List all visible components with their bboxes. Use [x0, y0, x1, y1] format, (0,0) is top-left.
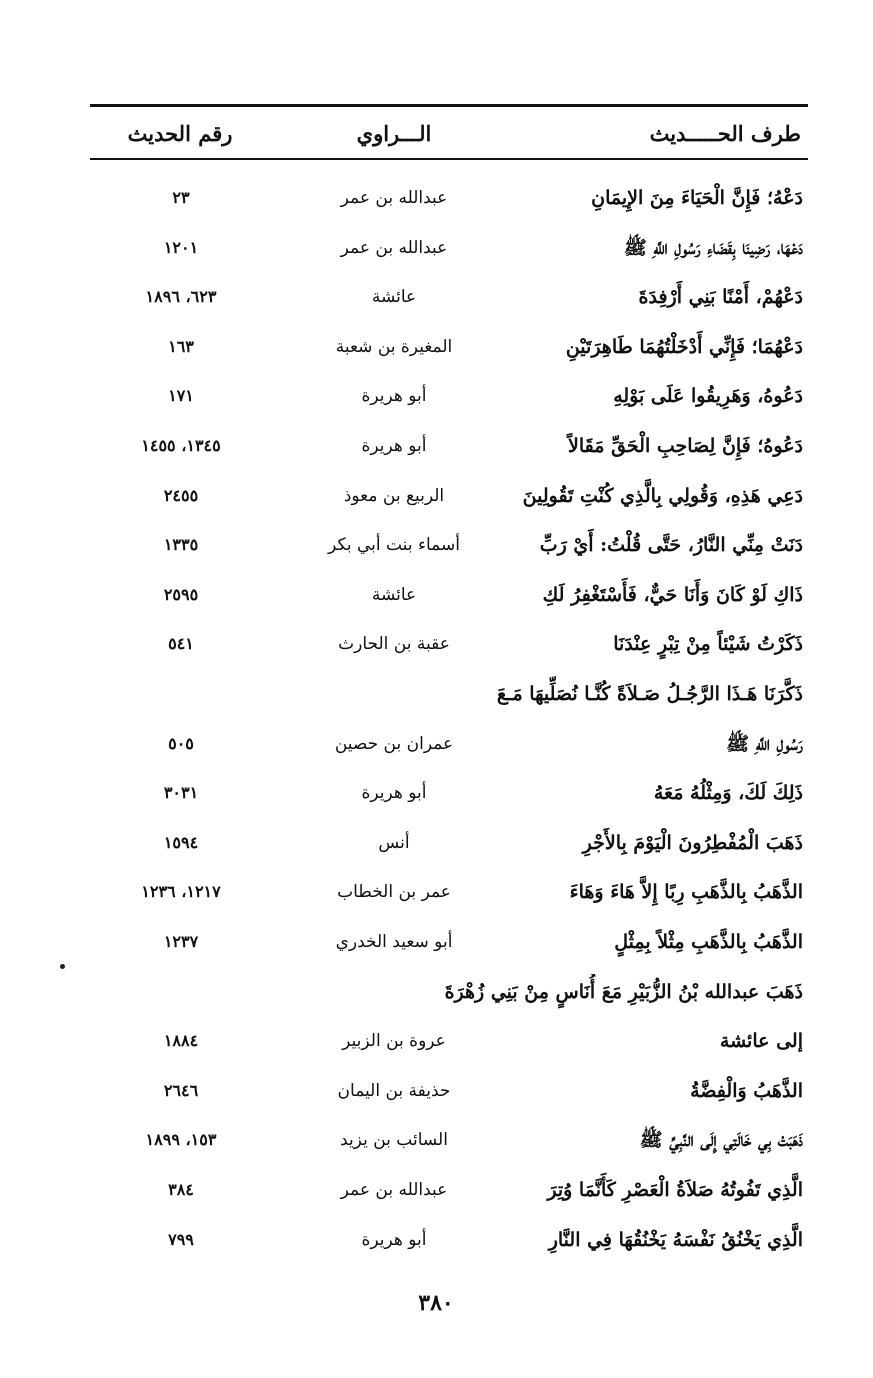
narrator-name: عبدالله بن عمر: [340, 1180, 448, 1200]
hadith-text: الَّذِي يَخْنُقُ نَفْسَهُ يَخْنُقُهَا فِي النَّارِ: [548, 1229, 803, 1251]
hadith-text: ذَهَبَتْ بِي خَالَتِي إِلَى النَّبِيِّ ﷺ: [639, 1129, 803, 1151]
table-row: [0, 726, 873, 762]
hadith-text: ذَكَّرَنَا هَـذَا الرَّجُـلُ صَـلاَةً كُنَّـا نُصَلِّيهَا مَـعَ: [496, 683, 803, 705]
hadith-text: دَعْهُ؛ فَإِنَّ الْحَيَاءَ مِنَ الإِيمَانِ: [591, 187, 803, 209]
table-row: [0, 1122, 873, 1158]
table-row: [0, 230, 873, 266]
table-row: [0, 428, 873, 464]
hadith-text: الذَّهَبُ بِالذَّهَبِ رِبًا إِلاَّ هَاءَ وَهَاءَ: [569, 881, 803, 903]
hadith-number: [96, 676, 266, 712]
hadith-text: دَعْهَا، رَضِينَا بِقَضَاءِ رَسُولِ اللَّهِ ﷺ: [623, 237, 803, 259]
hadith-number: ١٢٣٧: [163, 932, 199, 951]
hadith-number: [96, 974, 266, 1010]
hadith-number: ١٨٨٤: [163, 1031, 199, 1050]
table-top-rule: [90, 104, 808, 107]
narrator-name: أسماء بنت أبي بكر: [328, 535, 460, 555]
narrator-name: عمران بن حصين: [334, 734, 454, 754]
narrator-name: عائشة: [371, 287, 417, 307]
table-row: [0, 676, 873, 712]
narrator-name: عمر بن الخطاب: [337, 882, 451, 902]
table-row: [0, 378, 873, 414]
table-row: [0, 1222, 873, 1258]
hadith-text: الذَّهَبُ بِالذَّهَبِ مِثْلاً بِمِثْلٍ: [614, 931, 803, 953]
hadith-text: دَعُوهُ؛ فَإِنَّ لِصَاحِبِ الْحَقِّ مَقَالاً: [568, 435, 803, 457]
narrator-name: عبدالله بن عمر: [340, 188, 448, 208]
hadith-number: ١٧١: [168, 386, 194, 405]
hadith-number: ٢٦٤٦: [163, 1081, 199, 1100]
narrator-name: الربيع بن معوذ: [343, 486, 445, 506]
table-row: [0, 775, 873, 811]
table-row: [0, 1172, 873, 1208]
narrator-name: أبو هريرة: [361, 783, 427, 803]
hadith-number: ٢٥٩٥: [163, 585, 199, 604]
narrator-name: أبو هريرة: [361, 1230, 427, 1250]
hadith-number: ١٥٣، ١٨٩٩: [145, 1130, 217, 1149]
hadith-text: دَنَتْ مِنِّي النَّارُ، حَتَّى قُلْتُ: أَيْ رَبِّ: [539, 534, 803, 556]
column-header-number: رقم الحديث: [127, 121, 233, 146]
hadith-number: ١٦٣: [168, 337, 194, 356]
hadith-text: ذَهَبَ الْمُفْطِرُونَ الْيَوْمَ بِالأَجْرِ: [582, 832, 803, 854]
table-row: [0, 279, 873, 315]
hadith-text: الذَّهَبُ وَالْفِضَّةُ: [690, 1080, 803, 1102]
hadith-number: ٥٠٥: [168, 734, 194, 753]
narrator-name: أبو هريرة: [361, 386, 427, 406]
hadith-number: ١٢١٧، ١٢٣٦: [141, 882, 221, 901]
table-row: [0, 527, 873, 563]
hadith-number: ٣٨٤: [168, 1180, 194, 1199]
narrator-name: أبو سعيد الخدري: [335, 932, 453, 952]
table-row: [0, 626, 873, 662]
table-row: [0, 974, 873, 1010]
hadith-text: دَعِي هَذِهِ، وَقُولِي بِالَّذِي كُنْتِ تَقُولِينَ: [522, 485, 803, 507]
hadith-text: إلى عائشة: [719, 1030, 803, 1052]
hadith-number: ٥٤١: [168, 634, 194, 653]
hadith-text: رَسُولِ اللَّهِ ﷺ: [726, 733, 803, 755]
narrator-name: عقبة بن الحارث: [338, 634, 450, 654]
hadith-number: ١٥٩٤: [163, 833, 199, 852]
hadith-number: ٢٤٥٥: [163, 486, 199, 505]
column-header-narrator: الـــراوي: [356, 121, 432, 146]
hadith-number: ١٣٤٥، ١٤٥٥: [141, 436, 221, 455]
hadith-number: ٦٢٣، ١٨٩٦: [145, 287, 217, 306]
table-row: [0, 924, 873, 960]
hadith-text: الَّذِي تَفُوتُهُ صَلاَةُ الْعَصْرِ كَأَنَّمَا وُتِرَ: [547, 1179, 803, 1201]
table-row: [0, 1073, 873, 1109]
hadith-number: ٢٣: [172, 188, 190, 207]
hadith-number: ٧٩٩: [168, 1230, 194, 1249]
table-row: [0, 478, 873, 514]
narrator-name: أبو هريرة: [361, 436, 427, 456]
hadith-number: ٣٠٣١: [163, 783, 199, 802]
column-header-hadith: طرف الحـــــديث: [649, 121, 801, 146]
hadith-text: دَعُوهُ، وَهَرِيقُوا عَلَى بَوْلِهِ: [613, 385, 803, 407]
table-row: [0, 1023, 873, 1059]
hadith-number: ١٢٠١: [163, 238, 199, 257]
hadith-text: ذَاكِ لَوْ كَانَ وَأَنَا حَيٌّ، فَأَسْتَغْفِرُ لَكِ: [542, 584, 803, 606]
narrator-name: أنس: [378, 833, 410, 853]
print-speck: [60, 964, 65, 969]
table-row: [0, 329, 873, 365]
narrator-name: السائب بن يزيد: [340, 1130, 448, 1150]
table-row: [0, 825, 873, 861]
hadith-text: دَعْهُمَا؛ فَإِنِّي أَدْخَلْتُهُمَا طَاهِرَتَيْنِ: [565, 336, 803, 358]
page-number: ٣٨٠: [418, 1290, 454, 1316]
hadith-text: ذَلِكَ لَكَ، وَمِثْلُهُ مَعَهُ: [653, 782, 803, 804]
hadith-text: ذَكَرْتُ شَيْئاً مِنْ تِبْرٍ عِنْدَنَا: [613, 633, 803, 655]
table-row: [0, 874, 873, 910]
hadith-text: دَعْهُمْ، أَمْنًا بَنِي أَرْفِدَةَ: [638, 286, 803, 308]
narrator-name: عروة بن الزبير: [342, 1031, 446, 1051]
narrator-name: المغيرة بن شعبة: [335, 337, 453, 357]
header-bottom-rule: [90, 158, 808, 160]
hadith-number: ١٣٣٥: [163, 535, 199, 554]
narrator-name: حذيفة بن اليمان: [337, 1081, 451, 1101]
narrator-name: عائشة: [371, 585, 417, 605]
narrator-name: [284, 974, 504, 1010]
table-row: [0, 180, 873, 216]
table-row: [0, 577, 873, 613]
hadith-text: ذَهَبَ عبدالله بْنُ الزُّبَيْرِ مَعَ أُنَاسٍ مِنْ بَنِي زُهْرَةَ: [444, 981, 803, 1003]
narrator-name: عبدالله بن عمر: [340, 238, 448, 258]
narrator-name: [284, 676, 504, 712]
